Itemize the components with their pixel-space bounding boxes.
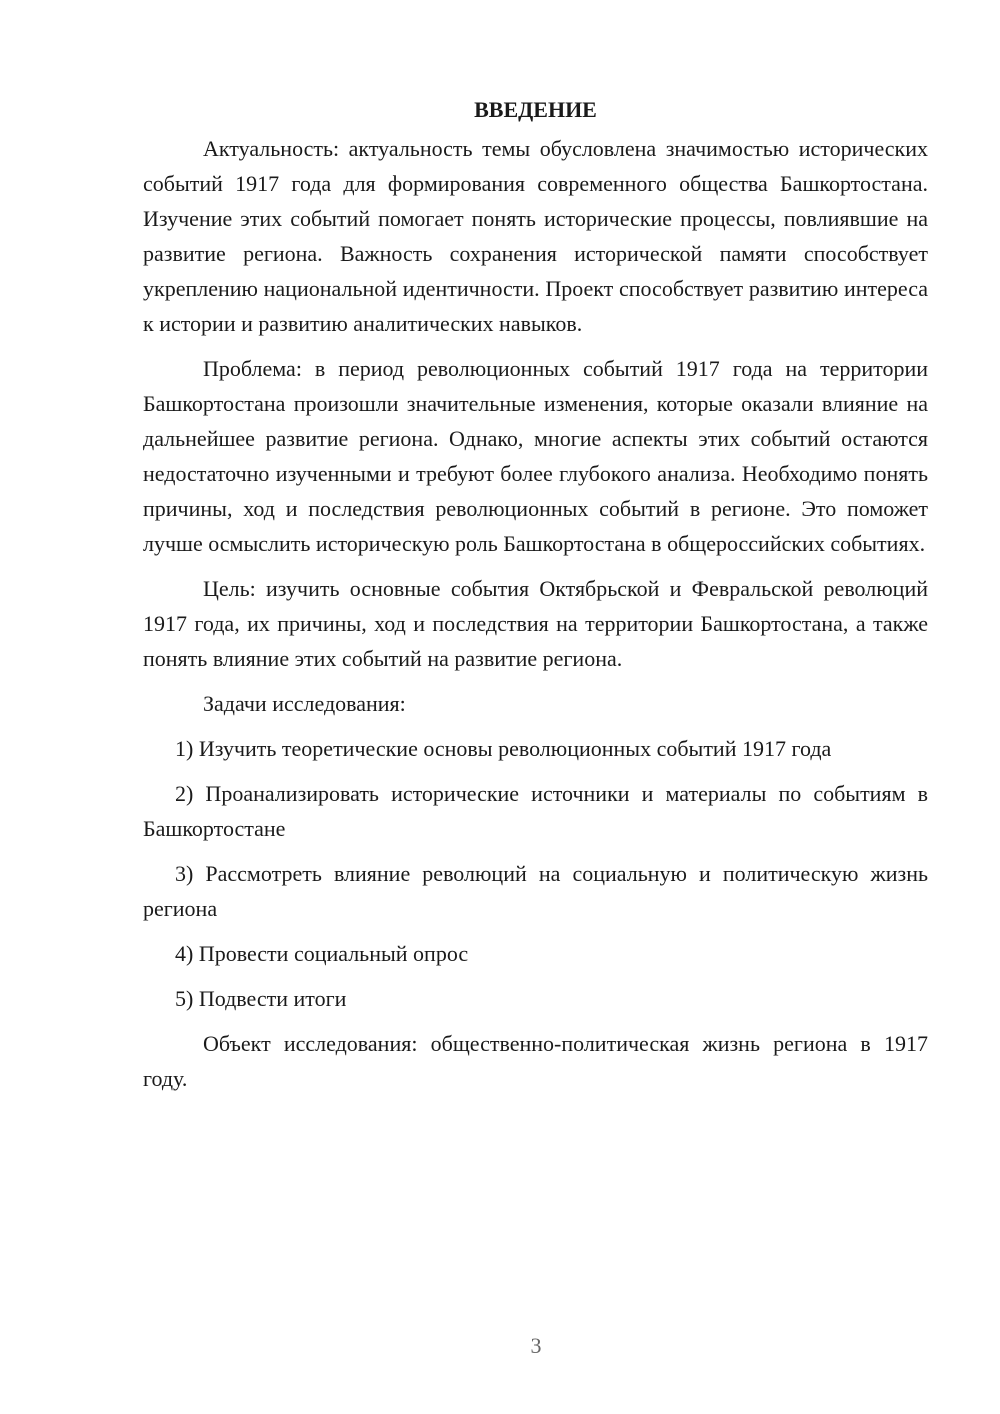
document-page xyxy=(143,92,928,1106)
tasks-title: Задачи исследования: xyxy=(203,691,406,716)
task-item: 3) Рассмотреть влияние революций на социальную и политическую жизнь региона xyxy=(143,861,928,921)
task-item: 4) Провести социальный опрос xyxy=(175,941,469,966)
page-number: 3 xyxy=(530,1333,542,1358)
goal-paragraph: Цель: изучить основные события Октябрьской и Февральской революций 1917 года, их причины, ход и последствия на территории Башкортостана, а также понять влияние этих событий на развитие региона. xyxy=(143,576,928,671)
problem-paragraph: Проблема: в период революционных событий 1917 года на территории Башкортостана произошли значительные изменения, которые оказали влияние на дальнейшее развитие региона. Однако, многие аспекты этих событий остаются недостаточно изученными и требуют более глубокого анализа. Необходимо понять причины, ход и последствия революционных событий в регионе. Это поможет лучше осмыслить историческую роль Башкортостана в общероссийских событиях. xyxy=(143,356,928,556)
task-item: 1) Изучить теоретические основы революционных событий 1917 года xyxy=(175,736,832,761)
relevance-paragraph: Актуальность: актуальность темы обусловлена значимостью исторических событий 1917 года для формирования современного общества Башкортостана. Изучение этих событий помогает понять исторические процессы, повлиявшие на развитие региона. Важность сохранения исторической памяти способствует укреплению национальной идентичности. Проект способствует развитию интереса к истории и развитию аналитических навыков. xyxy=(143,136,928,336)
task-item: 2) Проанализировать исторические источники и материалы по событиям в Башкортостане xyxy=(143,781,928,841)
section-heading: ВВЕДЕНИЕ xyxy=(474,97,597,122)
task-item: 5) Подвести итоги xyxy=(175,986,347,1011)
object-paragraph: Объект исследования: общественно-политическая жизнь региона в 1917 году. xyxy=(143,1031,928,1091)
